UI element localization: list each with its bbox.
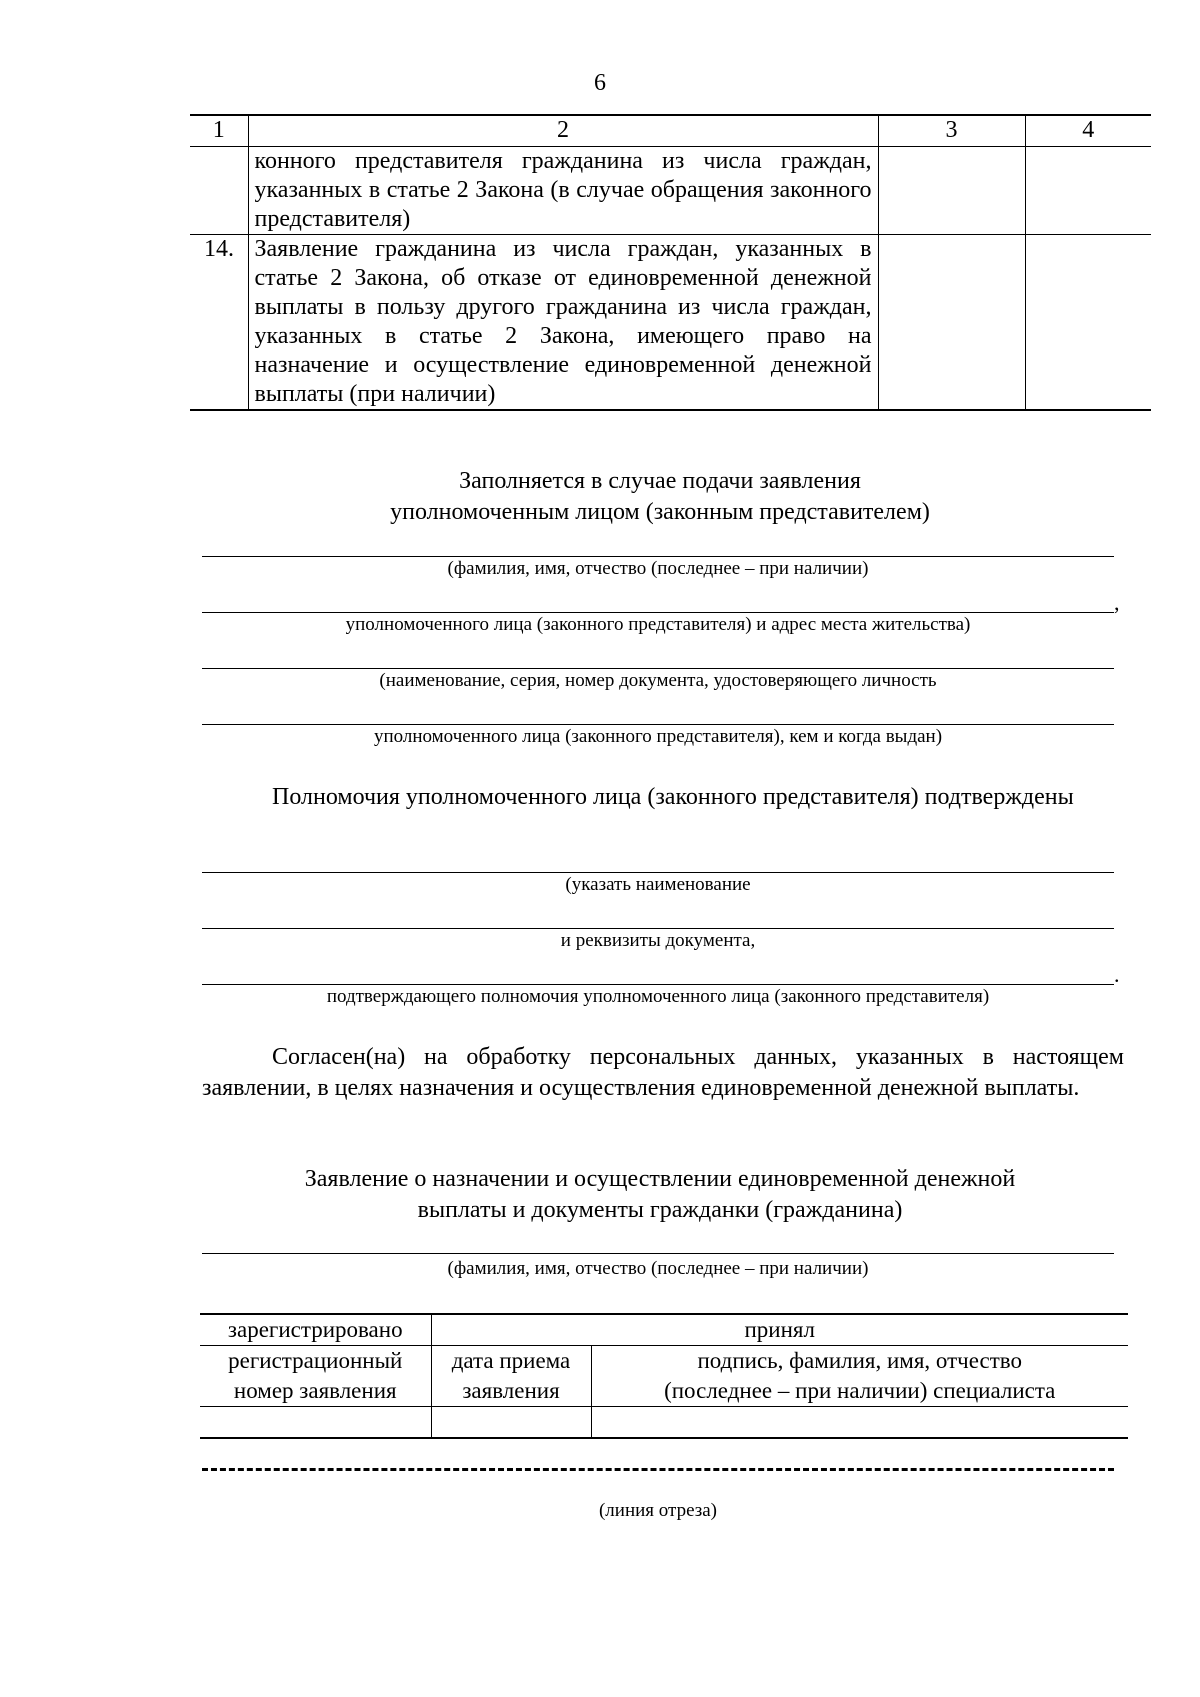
- heading-line: Заполняется в случае подачи заявления: [459, 468, 861, 494]
- cut-line-caption: (линия отреза): [598, 1500, 718, 1521]
- table-row: [190, 235, 1151, 411]
- caption-citizen-fio: (фамилия, имя, отчество (последнее – при наличии): [447, 1258, 869, 1279]
- header-line: дата приема: [451, 1348, 571, 1373]
- header-line: номер заявления: [233, 1378, 397, 1403]
- table-row: [200, 1407, 1128, 1439]
- row-text: Заявление гражданина из числа граждан, указанных в статье 2 Закона, об отказе от единовременной денежной выплаты в пользу другого гражданина из числа граждан, указанных в статье 2 Закона, имеющего право на назначение и осуществление единовременной денежной выплаты (при наличии): [248, 235, 878, 411]
- row-cell-3: [878, 147, 1025, 235]
- heading-line: Заявление о назначении и осуществлении единовременной денежной: [304, 1166, 1016, 1192]
- row-number: 14.: [190, 235, 248, 411]
- col-header-2: 2: [248, 115, 878, 147]
- col-header-3: 3: [878, 115, 1025, 147]
- col-header-4: 4: [1025, 115, 1151, 147]
- fill-line: [202, 928, 1114, 929]
- fill-line: [202, 724, 1114, 725]
- col-header-1: 1: [190, 115, 248, 147]
- fill-line: [202, 668, 1114, 669]
- row-text: конного представителя гражданина из числа граждан, указанных в статье 2 Закона (в случае обращения законного представителя): [248, 147, 878, 235]
- row-cell-3: [878, 235, 1025, 411]
- caption-confirming: подтверждающего полномочия уполномоченного лица (законного представителя): [326, 986, 990, 1007]
- fill-line: [202, 1253, 1114, 1254]
- caption-fio: (фамилия, имя, отчество (последнее – при наличии): [447, 558, 869, 579]
- date-header: [431, 1346, 591, 1407]
- table-header-row: [190, 115, 1151, 147]
- documents-table: [190, 114, 1151, 411]
- table-row: [200, 1314, 1128, 1346]
- representative-heading: [0, 466, 1200, 528]
- signature-header: [591, 1346, 1128, 1407]
- documents-heading: [0, 1164, 1200, 1226]
- heading-line: выплаты и документы гражданки (гражданина): [417, 1197, 903, 1223]
- date-cell[interactable]: [431, 1407, 591, 1439]
- fill-line: [202, 984, 1114, 985]
- consent-paragraph: [202, 1042, 1124, 1104]
- row-cell-4: [1025, 235, 1151, 411]
- registered-label: зарегистрировано: [200, 1314, 431, 1346]
- accepted-label: принял: [431, 1314, 1128, 1346]
- authority-text: Полномочия уполномоченного лица (законного представителя) подтверждены: [272, 784, 1074, 810]
- period: .: [1114, 962, 1120, 987]
- reg-number-cell[interactable]: [200, 1407, 431, 1439]
- fill-line: [202, 872, 1114, 873]
- header-line: заявления: [462, 1378, 560, 1403]
- row-number: [190, 147, 248, 235]
- row-cell-4: [1025, 147, 1151, 235]
- table-row: [200, 1346, 1128, 1407]
- caption-issued: уполномоченного лица (законного представителя), кем и когда выдан): [373, 726, 943, 747]
- page-number: 6: [594, 70, 606, 96]
- cut-line: [202, 1468, 1114, 1471]
- caption-id-document: (наименование, серия, номер документа, удостоверяющего личность: [379, 670, 937, 691]
- authority-paragraph: [202, 782, 1124, 813]
- table-row: [190, 147, 1151, 235]
- caption-doc-details: и реквизиты документа,: [560, 930, 756, 951]
- header-line: регистрационный: [228, 1348, 403, 1373]
- registration-table: [200, 1313, 1128, 1439]
- signature-cell[interactable]: [591, 1407, 1128, 1439]
- comma: ,: [1114, 590, 1120, 615]
- caption-doc-name: (указать наименование: [565, 874, 751, 895]
- fill-line: [202, 612, 1114, 613]
- caption-address: уполномоченного лица (законного представителя) и адрес места жительства): [345, 614, 971, 635]
- header-line: подпись, фамилия, имя, отчество: [697, 1348, 1022, 1373]
- heading-line: уполномоченным лицом (законным представителем): [390, 499, 930, 525]
- consent-text: Согласен(на) на обработку персональных данных, указанных в настоящем заявлении, в целях назначения и осуществления единовременной денежной выплаты.: [202, 1044, 1124, 1101]
- reg-number-header: [200, 1346, 431, 1407]
- fill-line: [202, 556, 1114, 557]
- header-line: (последнее – при наличии) специалиста: [664, 1378, 1056, 1403]
